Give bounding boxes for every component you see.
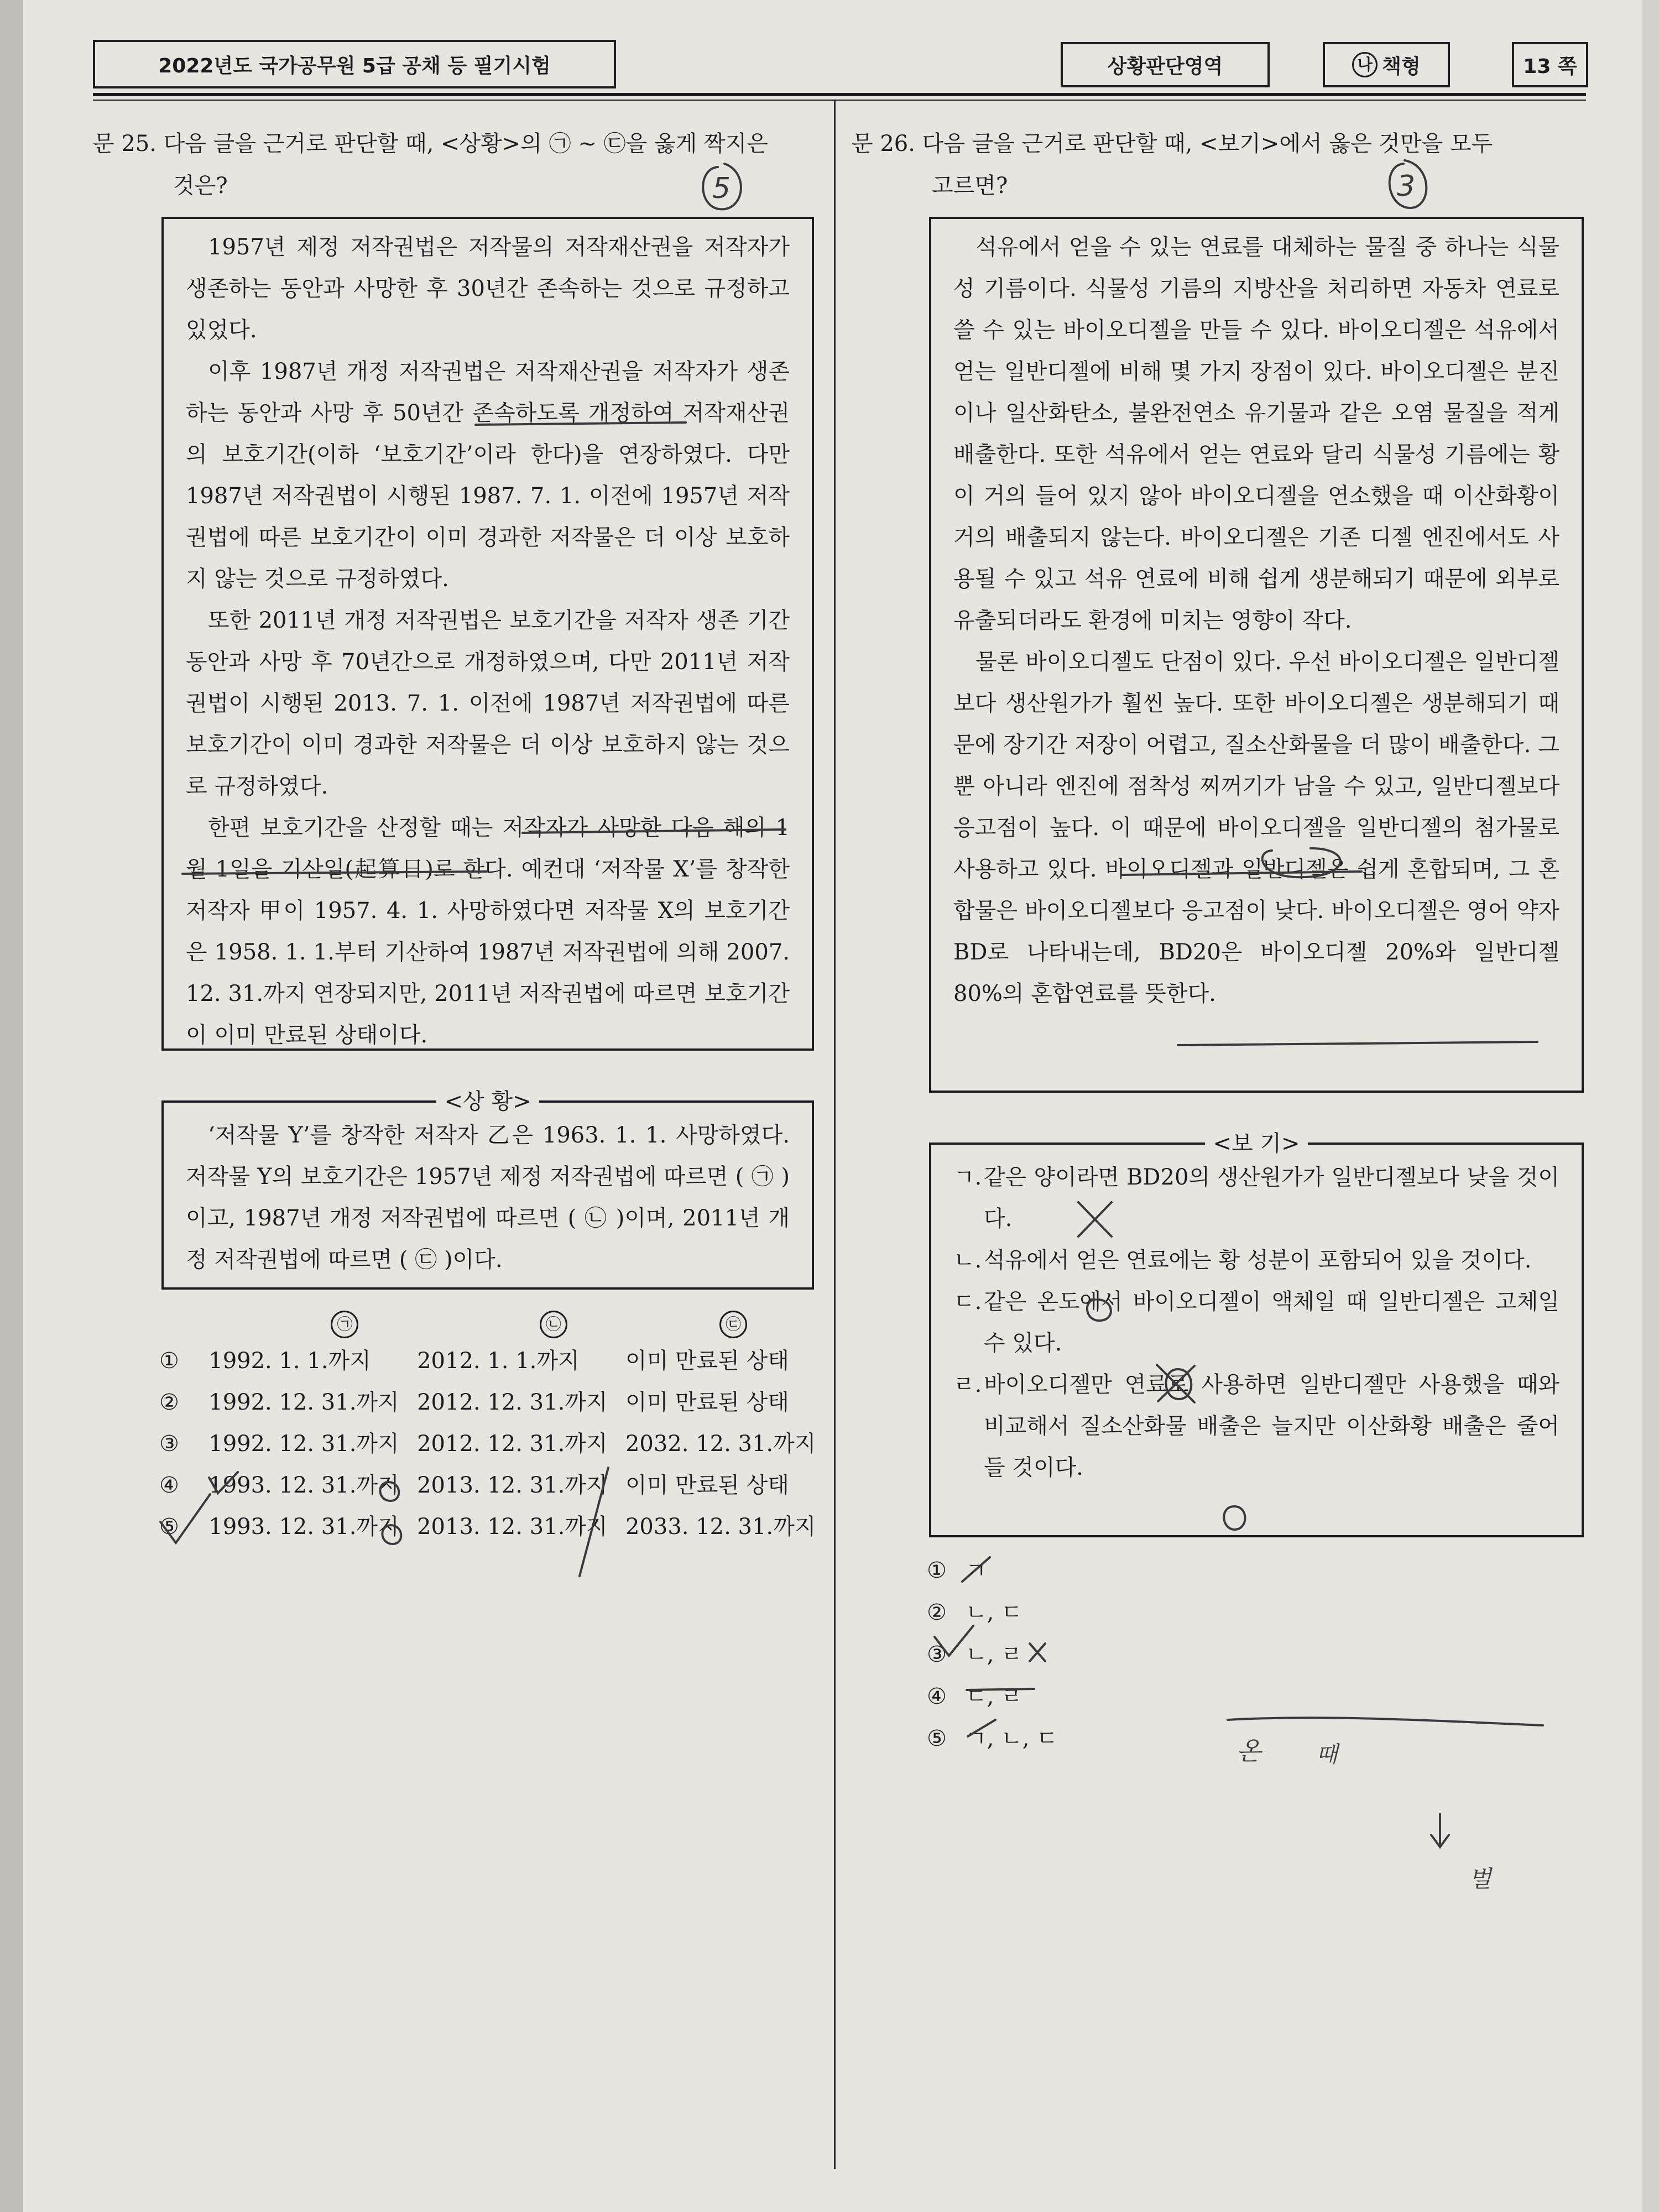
q25-choice-2[interactable]: [159, 1382, 823, 1423]
q26-handwritten-note-1: 온: [1237, 1736, 1261, 1766]
q25-choice-4[interactable]: [159, 1465, 823, 1506]
q25-situation-title: <상 황>: [436, 1089, 539, 1114]
q25-passage-para-4: 한편 보호기간을 산정할 때는 저작자가 사망한 다음 해의 1월 1일을 기산일(起算日)로 한다. 예컨대 ‘저작물 X’를 창작한 저작자 甲이 1957. 4. 1. 사망하였다면 저작물 X의 보호기간은 1958. 1. 1.부터 기산하여 1987년 저작권법에 의해 2007. 12. 31.까지 연장되지만, 2011년 저작권법에 따르면 보호기간이 이미 만료된 상태이다.: [186, 815, 790, 1048]
q26-boogi-item-2-text: 석유에서 얻은 연료에는 황 성분이 포함되어 있을 것이다.: [984, 1248, 1532, 1273]
q25-choice-4-b: 2013. 12. 31.까지: [417, 1473, 608, 1498]
q26-option-1-text: ㄱ: [966, 1558, 987, 1583]
q26-option-1[interactable]: [927, 1550, 1259, 1592]
q26-option-5-num: ⑤: [927, 1726, 947, 1751]
q26-boogi-item-1: [953, 1157, 1559, 1240]
column-divider: [834, 101, 836, 2169]
q26-boogi-item-1-text: 같은 양이라면 BD20의 생산원가가 일반디젤보다 낮을 것이다.: [984, 1165, 1559, 1232]
q26-stem-line2: 고르면?: [932, 173, 1008, 199]
q25-situation-box: [161, 1089, 814, 1290]
q25-situation-text: ‘저작물 Y’를 창작한 저작자 乙은 1963. 1. 1. 사망하였다. 저작물 Y의 보호기간은 1957년 제정 저작권법에 따르면 ( ㉠ )이고, 1987년 개정 저작권법에 따르면 ( ㉡ )이며, 2011년 개정 저작권법에 따르면 ( ㉢ )이다.: [186, 1123, 790, 1272]
q26-long-line: [1228, 1718, 1543, 1725]
q25-choice-5-num: ⑤: [159, 1514, 179, 1540]
q26-option-3-text: ㄴ, ㄹ: [966, 1642, 1022, 1667]
booklet-box: [1323, 42, 1450, 87]
q25-passage-para-3: 또한 2011년 개정 저작권법은 보호기간을 저작자 생존 기간 동안과 사망 후 70년간으로 개정하였으며, 다만 2011년 저작권법이 시행된 2013. 7. 1. 이전에 1987년 저작권법에 따른 보호기간이 이미 경과한 저작물은 더 이상 보호하지 않는 것으로 규정하였다.: [186, 608, 790, 799]
q25-choice-5-a: 1993. 12. 31.까지: [208, 1514, 399, 1540]
q25-choice-5[interactable]: [159, 1506, 823, 1548]
q26-boogi-item-4-mark: ㄹ.: [953, 1372, 982, 1397]
q25-choice-1-a: 1992. 1. 1.까지: [208, 1348, 371, 1374]
q26-header: [852, 123, 1593, 207]
q25-choice-4-c: 이미 만료된 상태: [625, 1473, 789, 1498]
q26-boogi-item-3-mark: ㄷ.: [953, 1289, 982, 1314]
q25-passage-para-1: 1957년 제정 저작권법은 저작물의 저작재산권을 저작자가 생존하는 동안과 사망한 후 30년간 존속하는 것으로 규정하고 있었다.: [186, 234, 790, 343]
q26-option-1-num: ①: [927, 1558, 947, 1583]
q26-passage-para-2: 물론 바이오디젤도 단점이 있다. 우선 바이오디젤은 일반디젤보다 생산원가가 훨씬 높다. 또한 바이오디젤은 생분해되기 때문에 장기간 저장이 어렵고, 질소산화물을 더 많이 배출한다. 그뿐 아니라 엔진에 점착성 찌꺼기가 남을 수 있고, 일반디젤보다 응고점이 높다. 이 때문에 바이오디젤을 일반디젤의 첨가물로 사용하고 있다. 바이오디젤과 일반디젤은 쉽게 혼합되며, 그 혼합물은 바이오디젤보다 응고점이 낮다. 바이오디젤은 영어 약자 BD로 나타내는데, BD20은 바이오디젤 20%와 일반디젤 80%의 혼합연료를 뜻한다.: [953, 649, 1559, 1006]
q26-option-2-text: ㄴ, ㄷ: [966, 1600, 1022, 1625]
booklet-mark: 나: [1352, 52, 1378, 77]
q25-choice-1-num: ①: [159, 1348, 179, 1374]
q25-choice-3-num: ③: [159, 1431, 179, 1457]
q26-boogi-item-2-mark: ㄴ.: [953, 1248, 982, 1273]
q25-choice-3[interactable]: [159, 1423, 823, 1465]
q26-boogi-item-4-text: 바이오디젤만 연료로 사용하면 일반디젤만 사용했을 때와 비교해서 질소산화물 배출은 늘지만 이산화황 배출은 줄어들 것이다.: [984, 1372, 1559, 1480]
q26-handwritten-note-3: 벌: [1469, 1865, 1491, 1892]
q25-stem-line2: 것은?: [173, 173, 228, 199]
booklet-suffix: 책형: [1382, 55, 1421, 78]
q25-choice-1-b: 2012. 1. 1.까지: [417, 1348, 580, 1374]
q25-choice-1[interactable]: [159, 1340, 823, 1382]
exam-title: 2022년도 국가공무원 5급 공채 등 필기시험: [158, 54, 551, 77]
paper-edge-shadow: [0, 0, 23, 2212]
q26-boogi-title: <보 기>: [1205, 1131, 1307, 1156]
page-number: 13 쪽: [1523, 55, 1577, 78]
q26-option-5[interactable]: [927, 1718, 1259, 1760]
q26-boogi-item-3: [953, 1281, 1559, 1364]
q25-passage-para-2: 이후 1987년 개정 저작권법은 저작재산권을 저작자가 생존하는 동안과 사망 후 50년간 존속하도록 개정하여 저작재산권의 보호기간(이하 ‘보호기간’이라 한다)을 연장하였다. 다만 1987년 저작권법이 시행된 1987. 7. 1. 이전에 1957년 저작권법에 따른 보호기간이 이미 경과한 저작물은 더 이상 보호하지 않는 것으로 규정하였다.: [186, 359, 790, 592]
paper-edge-right: [1642, 0, 1659, 2212]
q26-option-4-text: ㄷ, ㄹ: [966, 1684, 1022, 1709]
q26-boogi-item-4: [953, 1364, 1559, 1489]
q26-option-4-num: ④: [927, 1684, 947, 1709]
q25-choice-5-b: 2013. 12. 31.까지: [417, 1514, 608, 1540]
q25-choice-5-c: 2033. 12. 31.까지: [625, 1514, 816, 1540]
q25-passage-box: [161, 217, 814, 1051]
q25-choice-2-c: 이미 만료된 상태: [625, 1390, 789, 1415]
q26-boogi-item-1-mark: ㄱ.: [953, 1165, 982, 1190]
header-rule: [93, 93, 1586, 96]
q26-handwritten-answer: 3: [1397, 170, 1416, 203]
q26-option-2-num: ②: [927, 1600, 947, 1625]
q26-option-5-text: ㄱ, ㄴ, ㄷ: [966, 1726, 1058, 1751]
q26-stem-line1: 문 26. 다음 글을 근거로 판단할 때, <보기>에서 옳은 것만을 모두: [852, 131, 1493, 156]
q26-arrow: [1431, 1814, 1449, 1847]
q26-boogi-item-2: [953, 1240, 1559, 1281]
q25-choice-4-num: ④: [159, 1473, 179, 1498]
q26-boogi-item-3-text: 같은 온도에서 바이오디젤이 액체일 때 일반디젤은 고체일 수 있다.: [984, 1289, 1559, 1356]
q25-header: [93, 123, 823, 207]
q25-choices: [159, 1305, 823, 1548]
exam-title-box: [93, 40, 616, 88]
q26-options: [927, 1550, 1259, 1760]
q26-option-3-num: ③: [927, 1642, 947, 1667]
q25-choice-2-a: 1992. 12. 31.까지: [208, 1390, 399, 1415]
q25-col-head-2: ㉡: [540, 1311, 567, 1338]
q26-passage-para-1: 석유에서 얻을 수 있는 연료를 대체하는 물질 중 하나는 식물성 기름이다. 식물성 기름의 지방산을 처리하면 자동차 연료로 쓸 수 있는 바이오디젤을 만들 수 있다. 바이오디젤은 석유에서 얻는 일반디젤에 비해 몇 가지 장점이 있다. 바이오디젤은 분진이나 일산화탄소, 불완전연소 유기물과 같은 오염 물질을 적게 배출한다. 또한 석유에서 얻는 연료와 달리 식물성 기름에는 황이 거의 들어 있지 않아 바이오디젤을 연소했을 때 이산화황이 거의 배출되지 않는다. 바이오디젤은 기존 디젤 엔진에서도 사용될 수 있고 석유 연료에 비해 쉽게 생분해되기 때문에 외부로 유출되더라도 환경에 미치는 영향이 작다.: [953, 234, 1559, 633]
subject-label: 상황판단영역: [1107, 55, 1223, 78]
q25-col-head-1: ㉠: [331, 1311, 358, 1338]
q25-choice-3-c: 2032. 12. 31.까지: [625, 1431, 816, 1457]
q25-stem-line1: 문 25. 다음 글을 근거로 판단할 때, <상황>의 ㉠ ~ ㉢을 옳게 짝지은: [93, 131, 768, 156]
page-number-box: [1512, 42, 1588, 87]
header-rule-thin: [93, 100, 1586, 101]
q26-handwritten-note-2: 때: [1316, 1742, 1338, 1767]
q25-choice-1-c: 이미 만료된 상태: [625, 1348, 789, 1374]
q26-option-2[interactable]: [927, 1592, 1259, 1634]
q25-choice-3-a: 1992. 12. 31.까지: [208, 1431, 399, 1457]
q25-choice-2-num: ②: [159, 1390, 179, 1415]
q25-choice-4-a: 1993. 12. 31.까지: [208, 1473, 399, 1498]
q25-col-head-3: ㉢: [719, 1311, 747, 1338]
q26-option-3[interactable]: [927, 1634, 1259, 1676]
q25-handwritten-answer: 5: [712, 172, 731, 205]
subject-box: [1061, 42, 1270, 87]
q26-option-4[interactable]: [927, 1676, 1259, 1718]
q26-boogi-box: [929, 1131, 1584, 1537]
q25-choice-2-b: 2012. 12. 31.까지: [417, 1390, 608, 1415]
q26-passage-box: [929, 217, 1584, 1093]
q25-choice-3-b: 2012. 12. 31.까지: [417, 1431, 608, 1457]
